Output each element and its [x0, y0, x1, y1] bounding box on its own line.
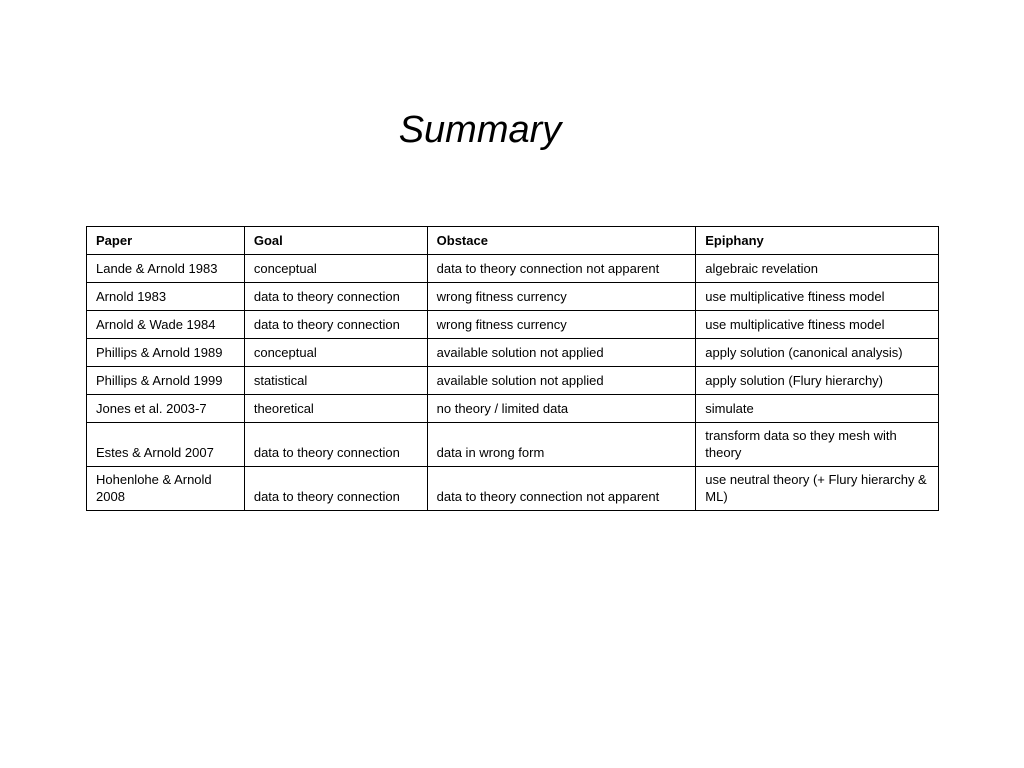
- cell-paper: Arnold 1983: [87, 283, 245, 311]
- cell-paper: Phillips & Arnold 1999: [87, 367, 245, 395]
- table-row: [87, 311, 939, 339]
- cell-obstacle: data to theory connection not apparent: [427, 467, 696, 511]
- cell-paper: Phillips & Arnold 1989: [87, 339, 245, 367]
- table-row: [87, 467, 939, 511]
- header-epiphany: Epiphany: [696, 227, 939, 255]
- cell-epiphany: simulate: [696, 395, 939, 423]
- cell-epiphany: apply solution (canonical analysis): [696, 339, 939, 367]
- header-goal: Goal: [244, 227, 427, 255]
- cell-goal: conceptual: [244, 339, 427, 367]
- cell-obstacle: wrong fitness currency: [427, 311, 696, 339]
- header-paper: Paper: [87, 227, 245, 255]
- cell-epiphany: apply solution (Flury hierarchy): [696, 367, 939, 395]
- cell-obstacle: available solution not applied: [427, 367, 696, 395]
- cell-epiphany: use neutral theory (+ Flury hierarchy & ML): [696, 467, 939, 511]
- cell-goal: data to theory connection: [244, 311, 427, 339]
- cell-epiphany: algebraic revelation: [696, 255, 939, 283]
- cell-goal: statistical: [244, 367, 427, 395]
- slide-title: Summary: [398, 109, 562, 151]
- cell-goal: conceptual: [244, 255, 427, 283]
- cell-goal: data to theory connection: [244, 283, 427, 311]
- cell-obstacle: data in wrong form: [427, 423, 696, 467]
- table-row: [87, 367, 939, 395]
- cell-obstacle: wrong fitness currency: [427, 283, 696, 311]
- table-row: [87, 423, 939, 467]
- cell-paper: Arnold & Wade 1984: [87, 311, 245, 339]
- cell-epiphany: transform data so they mesh with theory: [696, 423, 939, 467]
- cell-paper: Hohenlohe & Arnold 2008: [87, 467, 245, 511]
- cell-goal: theoretical: [244, 395, 427, 423]
- cell-paper: Estes & Arnold 2007: [87, 423, 245, 467]
- cell-obstacle: data to theory connection not apparent: [427, 255, 696, 283]
- cell-goal: data to theory connection: [244, 467, 427, 511]
- cell-goal: data to theory connection: [244, 423, 427, 467]
- table-header-row: [87, 227, 939, 255]
- summary-table: [86, 226, 939, 511]
- cell-obstacle: no theory / limited data: [427, 395, 696, 423]
- header-obstacle: Obstace: [427, 227, 696, 255]
- table-row: [87, 339, 939, 367]
- cell-epiphany: use multiplicative ftiness model: [696, 311, 939, 339]
- cell-epiphany: use multiplicative ftiness model: [696, 283, 939, 311]
- cell-paper: Jones et al. 2003-7: [87, 395, 245, 423]
- table-row: [87, 395, 939, 423]
- cell-paper: Lande & Arnold 1983: [87, 255, 245, 283]
- cell-obstacle: available solution not applied: [427, 339, 696, 367]
- table-row: [87, 283, 939, 311]
- table-row: [87, 255, 939, 283]
